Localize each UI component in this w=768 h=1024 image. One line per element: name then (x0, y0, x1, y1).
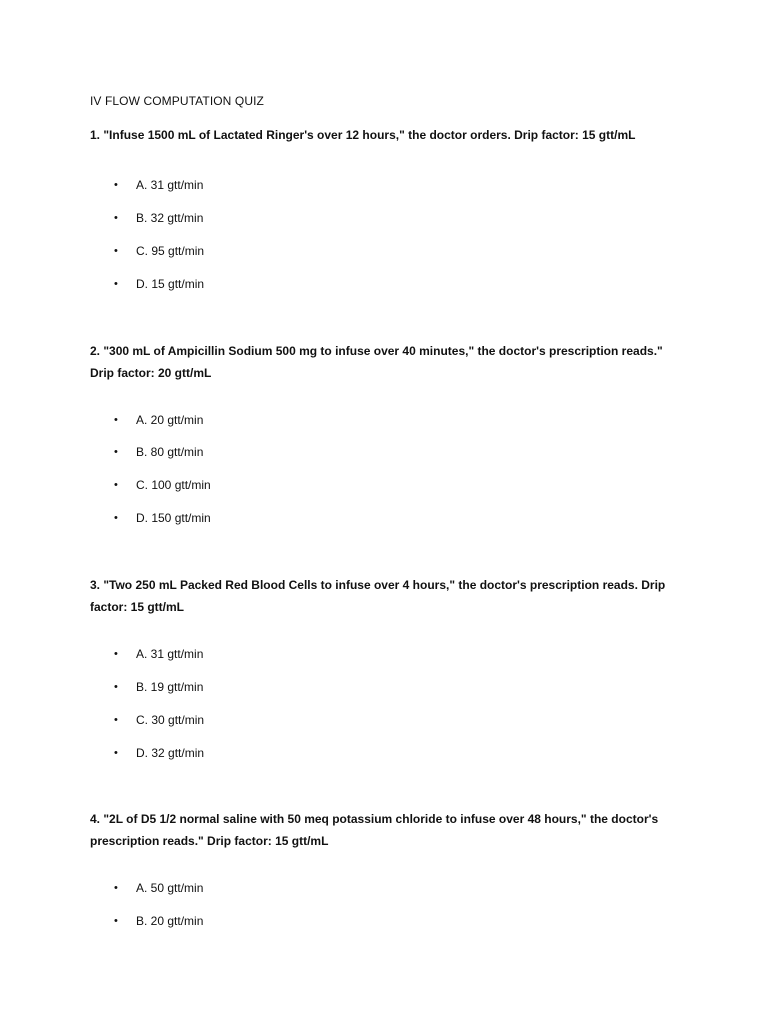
bullet-icon: • (114, 212, 118, 224)
bullet-icon: • (114, 648, 118, 660)
option-label: C. 100 gtt/min (136, 478, 211, 492)
option-label: B. 19 gtt/min (136, 680, 204, 694)
option-label: A. 50 gtt/min (136, 881, 204, 895)
bullet-icon: • (114, 747, 118, 759)
bullet-icon: • (114, 882, 118, 894)
bullet-icon: • (114, 278, 118, 290)
bullet-icon: • (114, 479, 118, 491)
question-2: 2. "300 mL of Ampicillin Sodium 500 mg to infuse over 40 minutes," the doctor's prescription reads." Drip factor: 20 gtt/mL (90, 344, 663, 380)
bullet-icon: • (114, 446, 118, 458)
option-label: B. 80 gtt/min (136, 445, 204, 459)
bullet-icon: • (114, 512, 118, 524)
bullet-icon: • (114, 714, 118, 726)
option-label: B. 32 gtt/min (136, 211, 204, 225)
option-label: B. 20 gtt/min (136, 914, 204, 928)
bullet-icon: • (114, 245, 118, 257)
option-label: D. 32 gtt/min (136, 746, 205, 760)
question-1: 1. "Infuse 1500 mL of Lactated Ringer's over 12 hours," the doctor orders. Drip factor: 15 gtt/mL (90, 128, 636, 142)
option-label: A. 20 gtt/min (136, 413, 204, 427)
option-label: C. 95 gtt/min (136, 244, 205, 258)
question-4: 4. "2L of D5 1/2 normal saline with 50 meq potassium chloride to infuse over 48 hours," the doctor's prescription reads." Drip factor: 15 gtt/mL (90, 812, 659, 848)
bullet-icon: • (114, 179, 118, 191)
bullet-icon: • (114, 681, 118, 693)
question-3: 3. "Two 250 mL Packed Red Blood Cells to infuse over 4 hours," the doctor's prescription reads. Drip factor: 15 gtt/mL (90, 578, 666, 614)
bullet-icon: • (114, 414, 118, 426)
option-label: A. 31 gtt/min (136, 178, 204, 192)
option-label: A. 31 gtt/min (136, 647, 204, 661)
option-label: C. 30 gtt/min (136, 713, 205, 727)
option-label: D. 150 gtt/min (136, 511, 211, 525)
quiz-title: IV FLOW COMPUTATION QUIZ (90, 94, 264, 108)
option-label: D. 15 gtt/min (136, 277, 205, 291)
bullet-icon: • (114, 915, 118, 927)
